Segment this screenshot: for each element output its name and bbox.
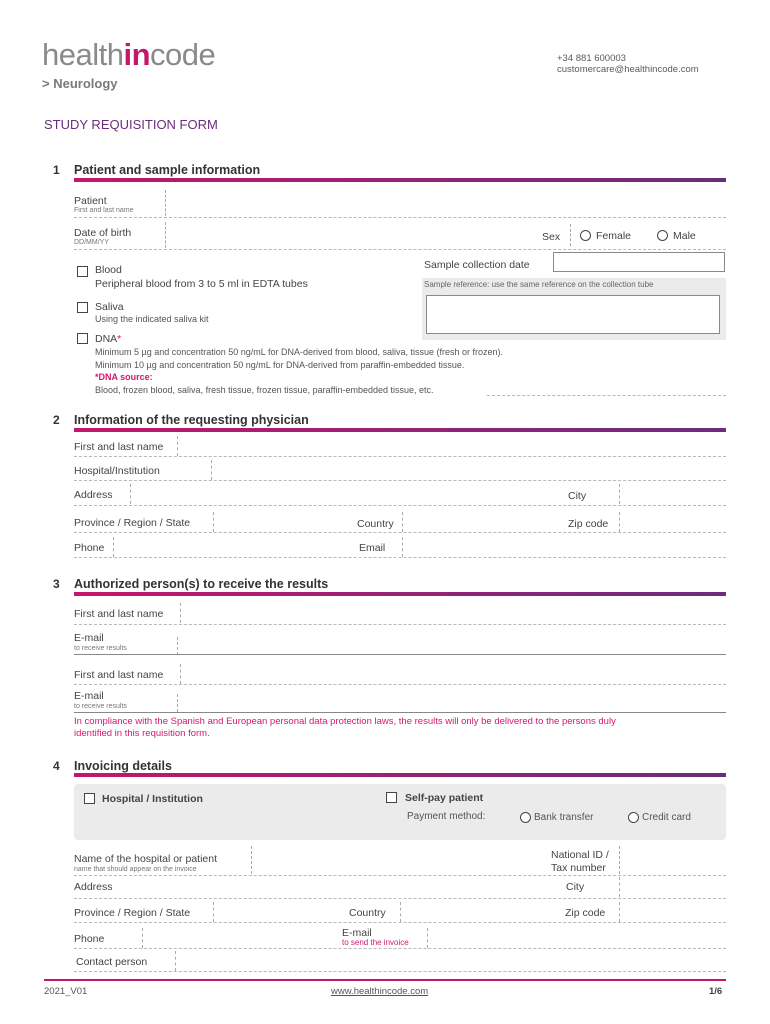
section-3-title: Authorized person(s) to receive the results bbox=[74, 577, 329, 591]
patient-sublabel: First and last name bbox=[74, 207, 134, 214]
dna-label: DNA bbox=[95, 333, 118, 345]
physician-phone-divider bbox=[113, 537, 114, 557]
sex-label: Sex bbox=[542, 231, 561, 243]
authorized-email-1-divider bbox=[177, 637, 178, 655]
saliva-description: Using the indicated saliva kit bbox=[95, 314, 209, 324]
hospital-divider bbox=[211, 460, 212, 480]
payment-method-label: Payment method: bbox=[407, 811, 486, 822]
credit-card-radio[interactable] bbox=[628, 812, 639, 823]
bank-transfer-radio[interactable] bbox=[520, 812, 531, 823]
dob-divider bbox=[165, 222, 166, 248]
authorized-email-2-sublabel: to receive results bbox=[74, 703, 127, 710]
sample-reference-input[interactable] bbox=[426, 295, 720, 334]
section-2-number: 2 bbox=[53, 413, 60, 427]
sample-reference-label: Sample reference: use the same reference on the collection tube bbox=[424, 280, 654, 289]
sex-divider bbox=[570, 224, 571, 246]
blood-description: Peripheral blood from 3 to 5 ml in EDTA tubes bbox=[95, 278, 308, 290]
invoice-name-label: Name of the hospital or patient bbox=[74, 853, 218, 865]
authorized-name-2-label: First and last name bbox=[74, 669, 164, 681]
selfpay-checkbox[interactable] bbox=[386, 792, 397, 803]
invoice-address-label: Address bbox=[74, 881, 113, 893]
invoice-city-divider bbox=[619, 877, 620, 897]
contact-person-divider bbox=[175, 951, 176, 971]
blood-label: Blood bbox=[95, 264, 122, 276]
physician-city-divider bbox=[619, 484, 620, 504]
physician-zip-label: Zip code bbox=[568, 518, 609, 530]
female-radio[interactable] bbox=[580, 230, 591, 241]
authorized-email-2-divider bbox=[177, 694, 178, 712]
physician-province-label: Province / Region / State bbox=[74, 517, 191, 529]
physician-city-label: City bbox=[568, 490, 587, 502]
physician-province-input[interactable] bbox=[74, 532, 726, 533]
physician-name-divider bbox=[177, 436, 178, 456]
section-2-bar bbox=[74, 428, 726, 432]
logo-part-health: health bbox=[42, 37, 124, 72]
physician-province-divider bbox=[213, 512, 214, 532]
section-3-number: 3 bbox=[53, 577, 60, 591]
section-4-title: Invoicing details bbox=[74, 759, 172, 773]
invoice-province-label: Province / Region / State bbox=[74, 907, 191, 919]
invoice-province-input[interactable] bbox=[74, 922, 726, 923]
invoice-email-sublabel: to send the invoice bbox=[342, 938, 409, 947]
authorized-name-1-input[interactable] bbox=[74, 624, 726, 625]
bank-transfer-label: Bank transfer bbox=[534, 812, 594, 823]
footer-rule bbox=[44, 979, 726, 981]
authorized-email-1-input[interactable] bbox=[74, 654, 726, 655]
section-2-title: Information of the requesting physician bbox=[74, 413, 309, 427]
dna-requirement-2: Minimum 10 µg and concentration 50 ng/mL for DNA-derived from paraffin-embedded tissue. bbox=[95, 360, 465, 370]
invoice-name-divider bbox=[251, 846, 252, 874]
credit-card-label: Credit card bbox=[642, 812, 691, 823]
footer-version: 2021_V01 bbox=[44, 986, 88, 997]
form-title: STUDY REQUISITION FORM bbox=[44, 117, 218, 132]
contact-email: customercare@healthincode.com bbox=[557, 64, 699, 75]
physician-country-divider bbox=[402, 512, 403, 532]
physician-address-divider bbox=[130, 484, 131, 504]
blood-checkbox[interactable] bbox=[77, 266, 88, 277]
invoice-phone-input[interactable] bbox=[74, 948, 726, 949]
authorized-name-2-input[interactable] bbox=[74, 684, 726, 685]
footer-website-link[interactable]: www.healthincode.com bbox=[331, 986, 429, 997]
section-1-bar bbox=[74, 178, 726, 182]
section-3-bar bbox=[74, 592, 726, 596]
authorized-email-1-sublabel: to receive results bbox=[74, 645, 127, 652]
authorized-email-2-label: E-mail bbox=[74, 690, 104, 702]
physician-name-label: First and last name bbox=[74, 441, 164, 453]
female-label: Female bbox=[596, 230, 632, 242]
patient-label: Patient bbox=[74, 195, 107, 207]
physician-name-input[interactable] bbox=[74, 456, 726, 457]
selfpay-label: Self-pay patient bbox=[405, 792, 484, 804]
male-radio[interactable] bbox=[657, 230, 668, 241]
hospital-label: Hospital/Institution bbox=[74, 465, 160, 477]
invoice-zip-divider bbox=[619, 902, 620, 922]
national-id-label-1: National ID / bbox=[551, 849, 609, 861]
contact-person-label: Contact person bbox=[76, 956, 148, 968]
footer-page-number: 1/6 bbox=[709, 986, 723, 997]
physician-phone-input[interactable] bbox=[74, 557, 726, 558]
male-label: Male bbox=[673, 230, 696, 242]
dna-asterisk: * bbox=[117, 333, 122, 345]
invoice-country-label: Country bbox=[349, 907, 386, 919]
section-4-number: 4 bbox=[53, 759, 60, 773]
dna-source-label: *DNA source: bbox=[95, 372, 153, 382]
invoice-country-divider bbox=[400, 902, 401, 922]
physician-email-divider bbox=[402, 537, 403, 557]
invoice-phone-label: Phone bbox=[74, 933, 105, 945]
physician-country-label: Country bbox=[357, 518, 394, 530]
national-id-label-2: Tax number bbox=[551, 862, 606, 874]
compliance-notice-1: In compliance with the Spanish and European personal data protection laws, the results will only be delivered to the persons duly bbox=[74, 716, 616, 727]
authorized-name-1-divider bbox=[180, 603, 181, 623]
physician-phone-label: Phone bbox=[74, 542, 105, 554]
hospital-input[interactable] bbox=[74, 480, 726, 481]
hospital-invoice-label: Hospital / Institution bbox=[102, 793, 203, 805]
physician-address-label: Address bbox=[74, 489, 113, 501]
physician-zip-divider bbox=[619, 512, 620, 532]
invoice-phone-divider bbox=[142, 928, 143, 948]
invoice-name-sublabel: name that should appear on the invoice bbox=[74, 866, 197, 873]
department-label: > Neurology bbox=[42, 76, 118, 91]
saliva-label: Saliva bbox=[95, 301, 124, 313]
invoice-name-input[interactable] bbox=[74, 875, 726, 876]
contact-phone: +34 881 600003 bbox=[557, 53, 626, 64]
invoice-address-input[interactable] bbox=[74, 898, 726, 899]
patient-input[interactable] bbox=[74, 217, 726, 218]
hospital-invoice-checkbox[interactable] bbox=[84, 793, 95, 804]
section-4-bar bbox=[74, 773, 726, 777]
dob-label: Date of birth bbox=[74, 227, 132, 239]
authorized-name-1-label: First and last name bbox=[74, 608, 164, 620]
authorized-name-2-divider bbox=[180, 664, 181, 684]
section-1-title: Patient and sample information bbox=[74, 163, 261, 177]
dna-source-input[interactable] bbox=[487, 395, 726, 396]
patient-divider bbox=[165, 190, 166, 216]
compliance-notice-2: identified in this requisition form. bbox=[74, 728, 210, 739]
authorized-email-2-input[interactable] bbox=[74, 712, 726, 713]
dna-source-text: Blood, frozen blood, saliva, fresh tissue, frozen tissue, paraffin-embedded tissue, etc. bbox=[95, 385, 434, 395]
physician-email-label: Email bbox=[359, 542, 386, 554]
invoice-city-label: City bbox=[566, 881, 585, 893]
dna-label-wrap bbox=[95, 333, 121, 345]
invoice-email-label: E-mail bbox=[342, 927, 372, 939]
national-id-divider bbox=[619, 846, 620, 874]
saliva-checkbox[interactable] bbox=[77, 302, 88, 313]
dob-input[interactable] bbox=[74, 249, 726, 250]
invoice-province-divider bbox=[213, 902, 214, 922]
dob-sublabel: DD/MM/YY bbox=[74, 239, 109, 246]
logo-part-code: code bbox=[150, 37, 216, 72]
invoice-email-divider bbox=[427, 928, 428, 948]
invoice-zip-label: Zip code bbox=[565, 907, 606, 919]
physician-address-input[interactable] bbox=[74, 505, 726, 506]
authorized-email-1-label: E-mail bbox=[74, 632, 104, 644]
logo bbox=[42, 36, 215, 74]
collection-date-input[interactable] bbox=[553, 252, 725, 272]
contact-person-input[interactable] bbox=[74, 971, 726, 972]
dna-checkbox[interactable] bbox=[77, 333, 88, 344]
section-1-number: 1 bbox=[53, 163, 60, 177]
logo-part-in: in bbox=[123, 37, 151, 72]
collection-date-label: Sample collection date bbox=[424, 259, 530, 271]
dna-requirement-1: Minimum 5 µg and concentration 50 ng/mL for DNA-derived from blood, saliva, tissue (fresh or frozen). bbox=[95, 347, 504, 357]
